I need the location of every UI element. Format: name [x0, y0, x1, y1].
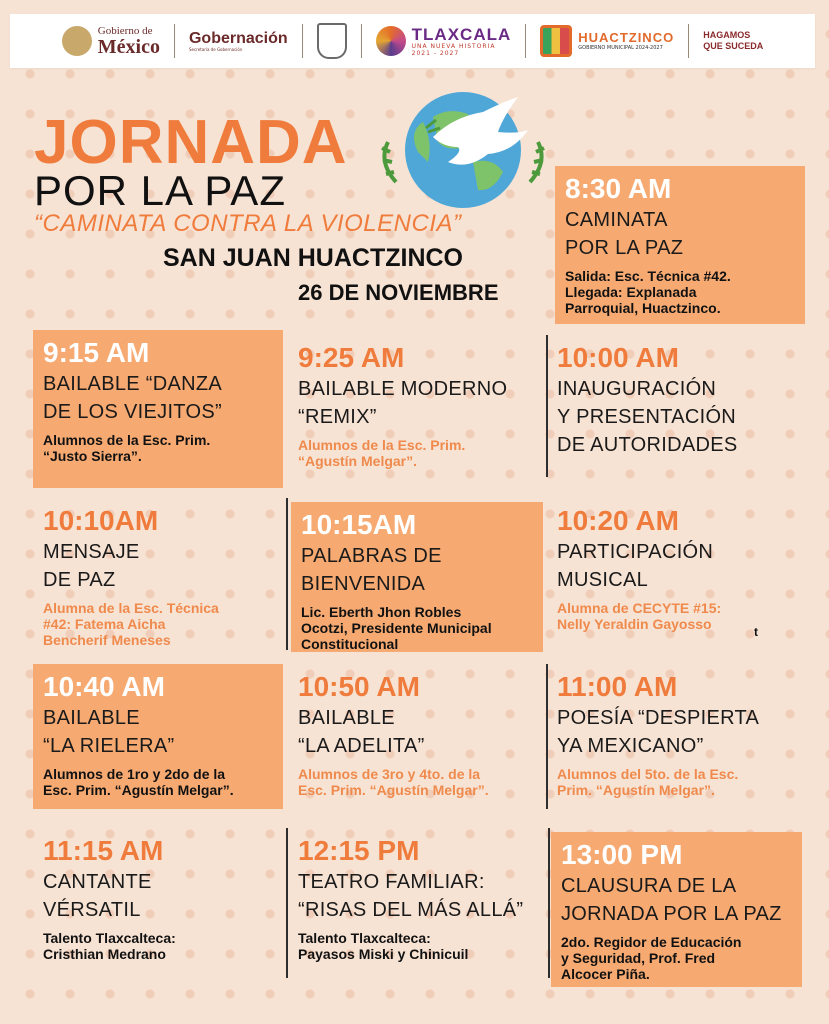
event-activity: PARTICIPACIÓN MUSICAL: [557, 541, 714, 591]
event-details: Salida: Esc. Técnica #42. Llegada: Explanada Parroquial, Huactzinco.: [565, 268, 731, 316]
event-time: 12:15 PM: [298, 835, 420, 866]
event-activity: BAILABLE MODERNO “REMIX”: [298, 378, 508, 428]
event-details: Talento Tlaxcalteca: Payasos Miski y Chinicuil: [298, 930, 469, 962]
event-time: 10:10AM: [43, 505, 159, 536]
schedule-card-1015: [291, 502, 543, 652]
event-details: Alumnos de 1ro y 2do de la Esc. Prim. “Agustín Melgar”.: [43, 766, 234, 798]
event-time: 10:15AM: [301, 509, 417, 540]
event-time: 9:25 AM: [298, 342, 405, 373]
schedule-card-1010: [33, 498, 288, 650]
event-activity: MENSAJE DE PAZ: [43, 541, 140, 591]
event-activity: INAUGURACIÓN Y PRESENTACIÓN DE AUTORIDADES: [557, 378, 738, 456]
event-time: 11:15 AM: [43, 835, 164, 866]
event-details: Alumnos de la Esc. Prim. “Justo Sierra”.: [43, 432, 211, 464]
schedule-card-1300: [551, 832, 802, 987]
event-activity: BAILABLE “LA ADELITA”: [298, 707, 425, 757]
logo-bar: [10, 14, 815, 68]
event-details: Alumnos del 5to. de la Esc. Prim. “Agustín Melgar”.: [557, 766, 739, 798]
event-time: 9:15 AM: [43, 337, 150, 368]
event-details: Alumna de CECYTE #15: Nelly Yeraldin Gayosso: [557, 600, 722, 632]
event-activity: BAILABLE “DANZA DE LOS VIEJITOS”: [43, 373, 223, 423]
title-jornada: JORNADA: [34, 108, 348, 177]
event-activity: POESÍA “DESPIERTA YA MEXICANO”: [557, 707, 760, 757]
schedule-card-1115: [33, 828, 288, 978]
huactzinco-emblem-icon: [540, 25, 572, 57]
tlaxcala-logo: [362, 22, 526, 60]
huactzinco-logo: [526, 22, 688, 60]
event-date: 26 DE NOVIEMBRE: [298, 280, 499, 305]
event-location: SAN JUAN HUACTZINCO: [163, 244, 463, 272]
title-por-la-paz: POR LA PAZ: [34, 167, 286, 214]
gobernacion-sub-text: Secretaría de Gobernación: [188, 46, 243, 52]
event-time: 10:00 AM: [557, 342, 679, 373]
schedule-card-1040: [33, 664, 283, 809]
event-details: Alumnos de 3ro y 4to. de la Esc. Prim. “Agustín Melgar”.: [298, 766, 489, 798]
schedule-card-0915: [33, 330, 283, 488]
gobernacion-logo: [175, 22, 302, 60]
tlaxcala-sub-text: UNA NUEVA HISTORIA: [411, 42, 496, 50]
schedule-card-1100: [547, 664, 809, 809]
shield-icon: [317, 23, 347, 59]
mexico-text: México: [97, 35, 160, 58]
huactzinco-sub-text: GOBIERNO MUNICIPAL 2024-2027: [578, 45, 663, 51]
event-activity: CAMINATA POR LA PAZ: [565, 209, 684, 259]
schedule-card-1000: [547, 335, 807, 477]
event-time: 10:20 AM: [557, 505, 679, 536]
hagamos-text: HAGAMOS: [703, 30, 751, 40]
tlaxcala-text: TLAXCALA: [411, 24, 512, 44]
state-shield-logo: [303, 22, 361, 60]
event-activity: TEATRO FAMILIAR: “RISAS DEL MÁS ALLÁ”: [298, 871, 524, 921]
tlaxcala-years-text: 2021 - 2027: [411, 49, 460, 57]
event-time: 11:00 AM: [557, 671, 678, 702]
schedule-card-1020: [547, 498, 809, 648]
flower-icon: [376, 26, 406, 56]
que-suceda-text: QUE SUCEDA: [703, 41, 764, 51]
event-time: 10:40 AM: [43, 671, 165, 702]
gobierno-mexico-logo: [48, 22, 174, 60]
event-details: Talento Tlaxcalteca: Cristhian Medrano: [43, 930, 176, 962]
event-activity: PALABRAS DE BIENVENIDA: [301, 545, 442, 595]
event-details: Alumnos de la Esc. Prim. “Agustín Melgar”.: [298, 437, 466, 469]
schedule-card-1050: [288, 664, 548, 809]
event-activity: CANTANTE VÉRSATIL: [43, 871, 152, 921]
event-details: Lic. Eberth Jhon Robles Ocotzi, Presidente Municipal Constitucional: [301, 604, 492, 652]
stray-mark: t: [754, 625, 758, 639]
event-details: Alumna de la Esc. Técnica #42: Fatema Aicha Bencherif Meneses: [43, 600, 219, 648]
eagle-seal-icon: [62, 26, 92, 56]
globe-dove-icon: [378, 92, 548, 212]
event-subtitle: “CAMINATA CONTRA LA VIOLENCIA”: [34, 210, 462, 237]
event-time: 13:00 PM: [561, 839, 683, 870]
gobierno-de-text: Gobierno de: [97, 24, 153, 37]
event-time: 10:50 AM: [298, 671, 420, 702]
event-activity: BAILABLE “LA RIELERA”: [43, 707, 175, 757]
event-activity: CLAUSURA DE LA JORNADA POR LA PAZ: [561, 875, 782, 925]
hagamos-logo: [689, 22, 777, 60]
event-details: 2do. Regidor de Educación y Seguridad, Prof. Fred Alcocer Piña.: [561, 934, 742, 982]
huactzinco-text: HUACTZINCO: [578, 30, 675, 45]
gobernacion-text: Gobernación: [188, 29, 288, 47]
schedule-card-1215: [288, 828, 550, 978]
event-time: 8:30 AM: [565, 173, 672, 204]
schedule-card-0925: [288, 335, 548, 477]
schedule-card-0830: [555, 166, 805, 324]
